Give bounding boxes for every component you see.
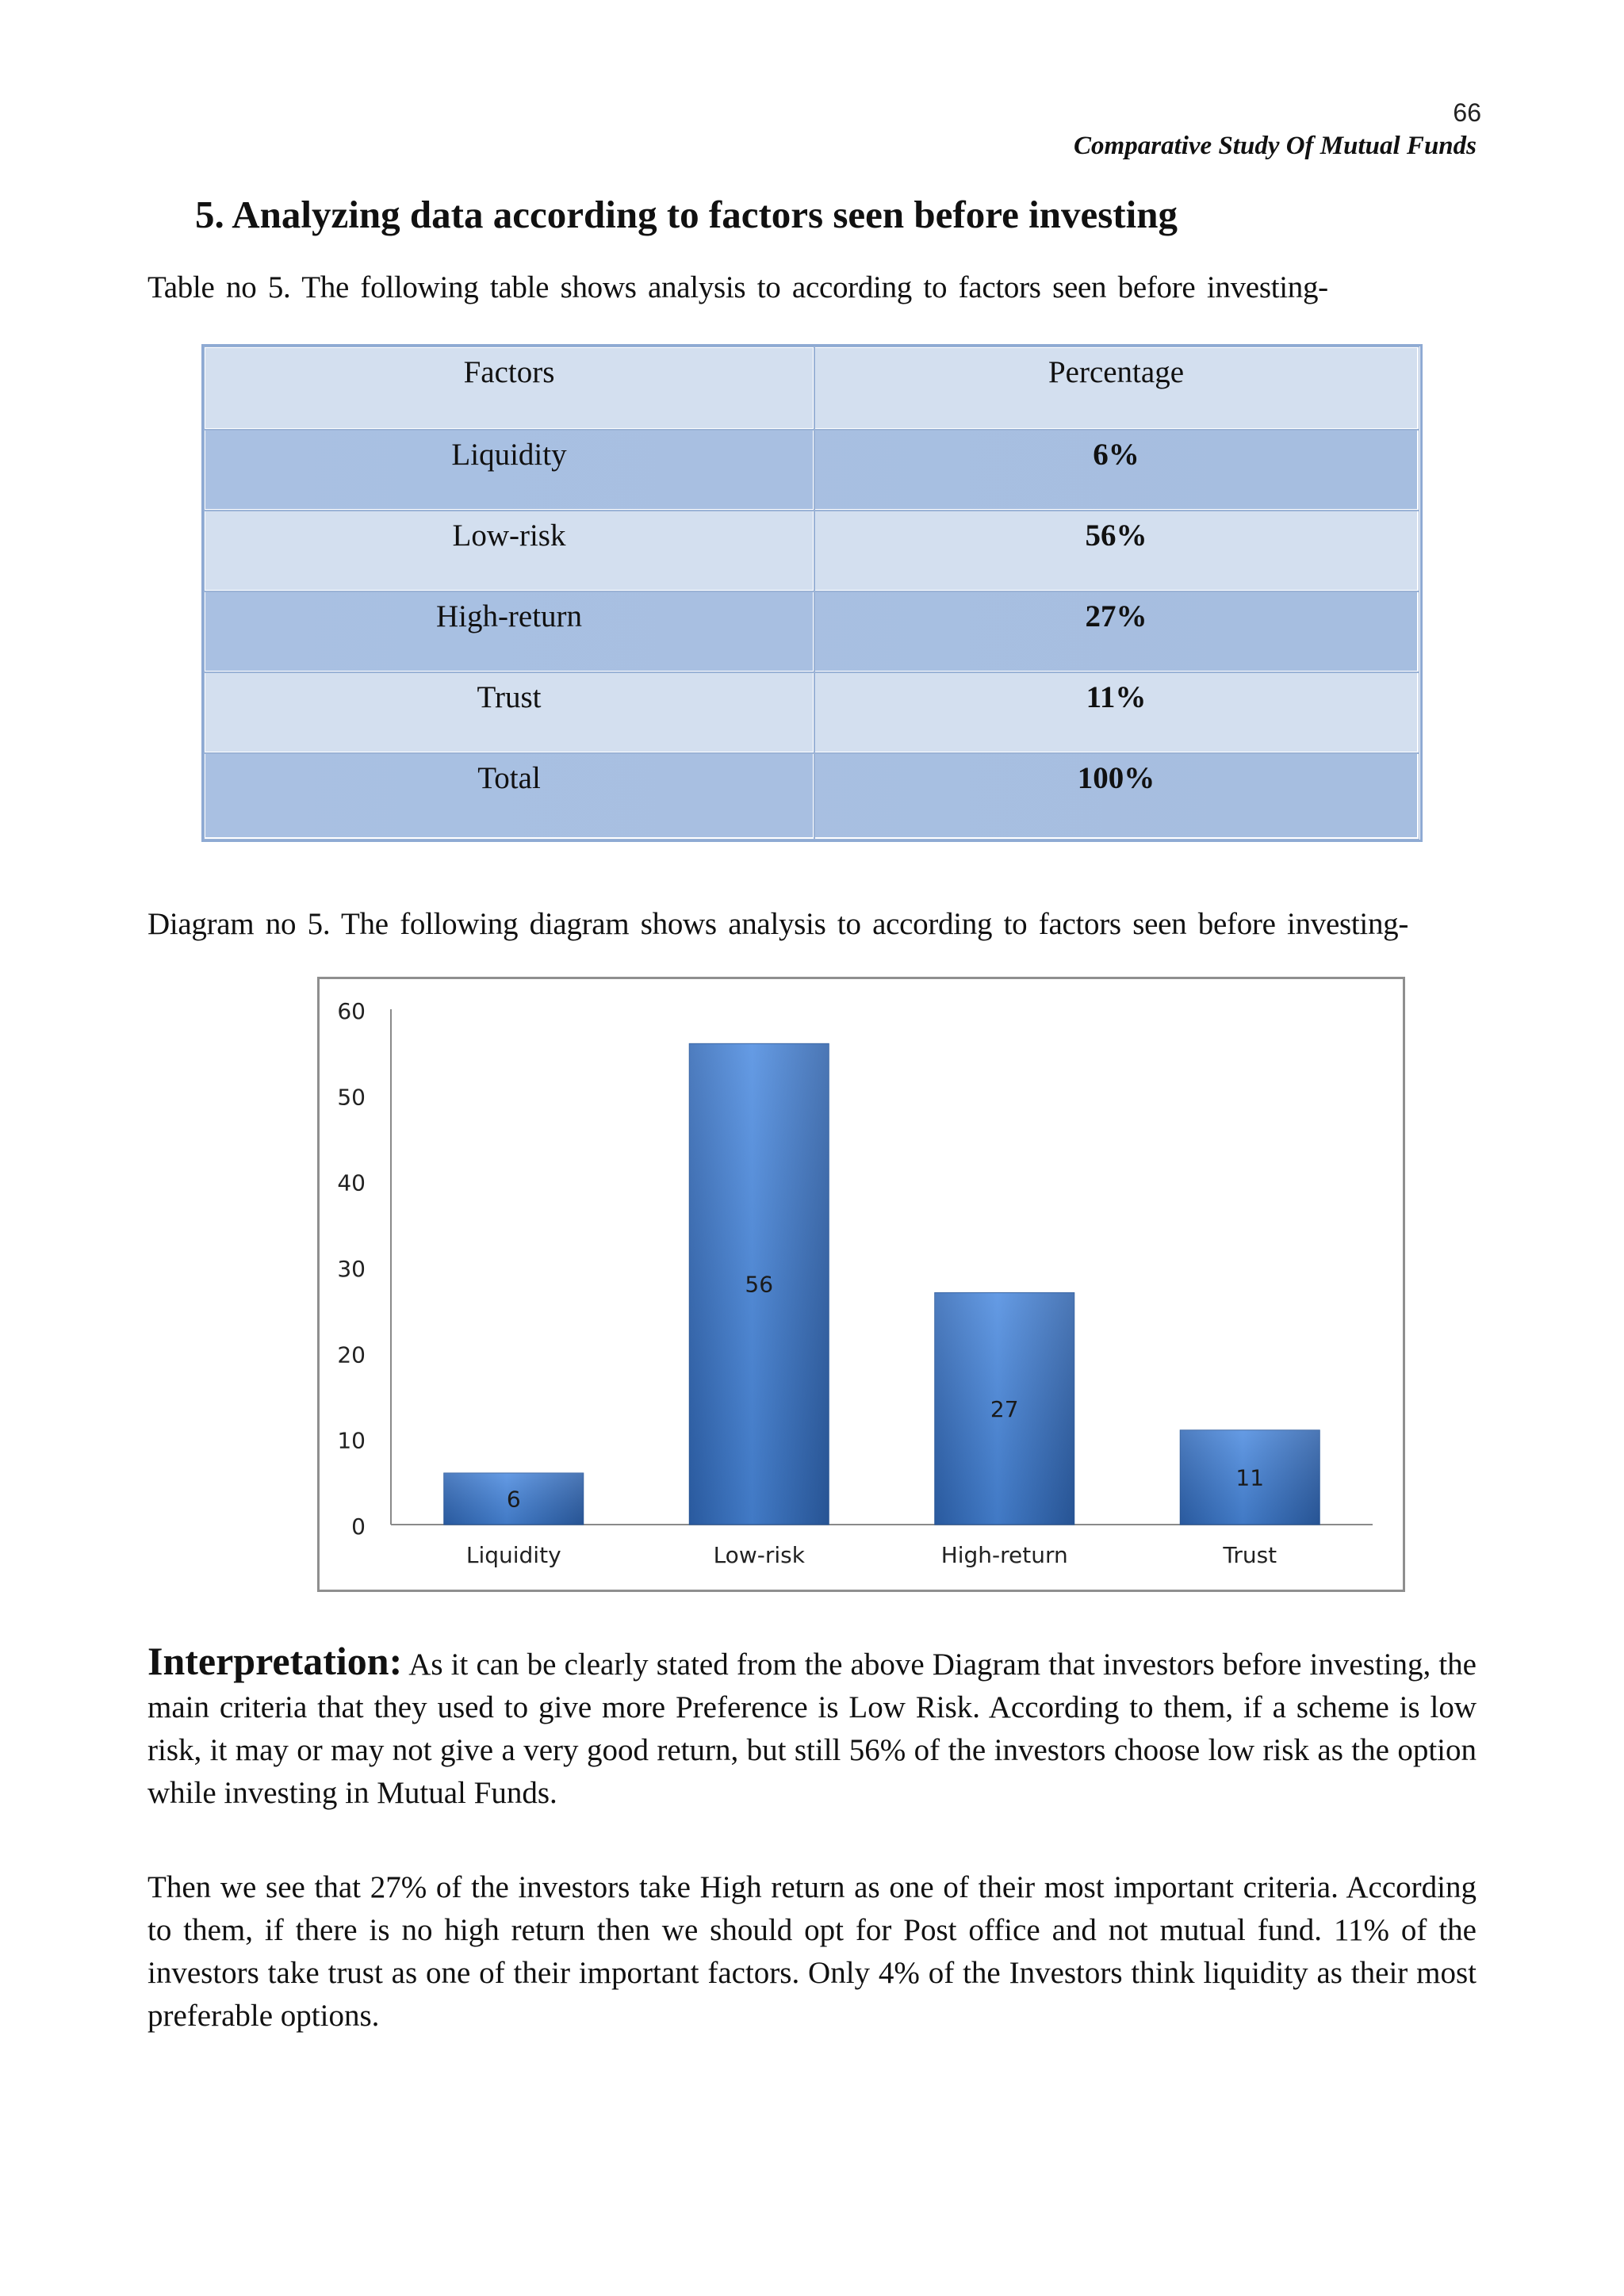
y-tick-label: 50 — [337, 1084, 366, 1111]
table-caption: Table no 5. The following table shows analysis to according to factors seen before investing- — [147, 270, 1328, 304]
data-label: 56 — [745, 1271, 774, 1298]
factor-cell: Low-risk — [205, 511, 814, 591]
data-label: 27 — [990, 1395, 1019, 1422]
data-label: 11 — [1235, 1464, 1265, 1491]
percentage-cell: 100% — [814, 753, 1419, 839]
factor-cell: High-return — [205, 591, 814, 672]
factor-cell: Total — [205, 753, 814, 839]
bar-chart-svg — [320, 979, 1403, 1590]
percentage-cell: 11% — [814, 672, 1419, 753]
interpretation-label: Interpretation: — [147, 1639, 403, 1683]
y-tick-label: 10 — [337, 1427, 366, 1454]
column-header-factors: Factors — [205, 347, 814, 430]
factor-cell: Liquidity — [205, 430, 814, 511]
y-tick-label: 20 — [337, 1341, 366, 1368]
factors-table — [203, 346, 1419, 840]
interpretation-text: As it can be clearly stated from the above Diagram that investors before investing, the main criteria that they used to give more Preference is Low Risk. According to them, if a scheme is low risk, it may or may not give a very good return, but still 56% of the investors choose low risk as the option while investing in Mutual Funds. — [147, 1647, 1477, 1810]
table-row — [205, 591, 1419, 672]
table-row-total — [205, 753, 1419, 839]
percentage-cell: 27% — [814, 591, 1419, 672]
table-row — [205, 511, 1419, 591]
section-heading: 5. Analyzing data according to factors seen before investing — [195, 193, 1178, 236]
interpretation-paragraph-2: Then we see that 27% of the investors take High return as one of their most important criteria. According to them, if there is no high return then we should opt for Post office and not mutual fund. 11% of the investors take trust as one of their important factors. Only 4% of the Investors think liquidity as their most preferable options. — [147, 1870, 1477, 2033]
percentage-cell: 6% — [814, 430, 1419, 511]
y-tick-label: 30 — [337, 1256, 366, 1282]
table-row — [205, 672, 1419, 753]
x-tick-label: Trust — [1223, 1542, 1277, 1568]
y-tick-label: 0 — [351, 1513, 366, 1540]
y-tick-label: 60 — [337, 998, 366, 1024]
table-row — [205, 430, 1419, 511]
y-tick-label: 40 — [337, 1169, 366, 1196]
data-label: 6 — [506, 1486, 521, 1513]
table-header-row — [205, 347, 1419, 430]
x-tick-label: High-return — [940, 1542, 1068, 1568]
x-tick-label: Liquidity — [465, 1542, 561, 1568]
page-number: 66 — [1453, 98, 1481, 127]
bar-chart — [317, 977, 1405, 1592]
diagram-caption: Diagram no 5. The following diagram shows analysis to according to factors seen before investing- — [147, 907, 1409, 941]
x-tick-label: Low-risk — [713, 1542, 805, 1568]
running-header: Comparative Study Of Mutual Funds — [1074, 132, 1477, 160]
factor-cell: Trust — [205, 672, 814, 753]
interpretation-paragraph-1 — [147, 1640, 1477, 1815]
column-header-percentage: Percentage — [814, 347, 1419, 430]
percentage-cell: 56% — [814, 511, 1419, 591]
